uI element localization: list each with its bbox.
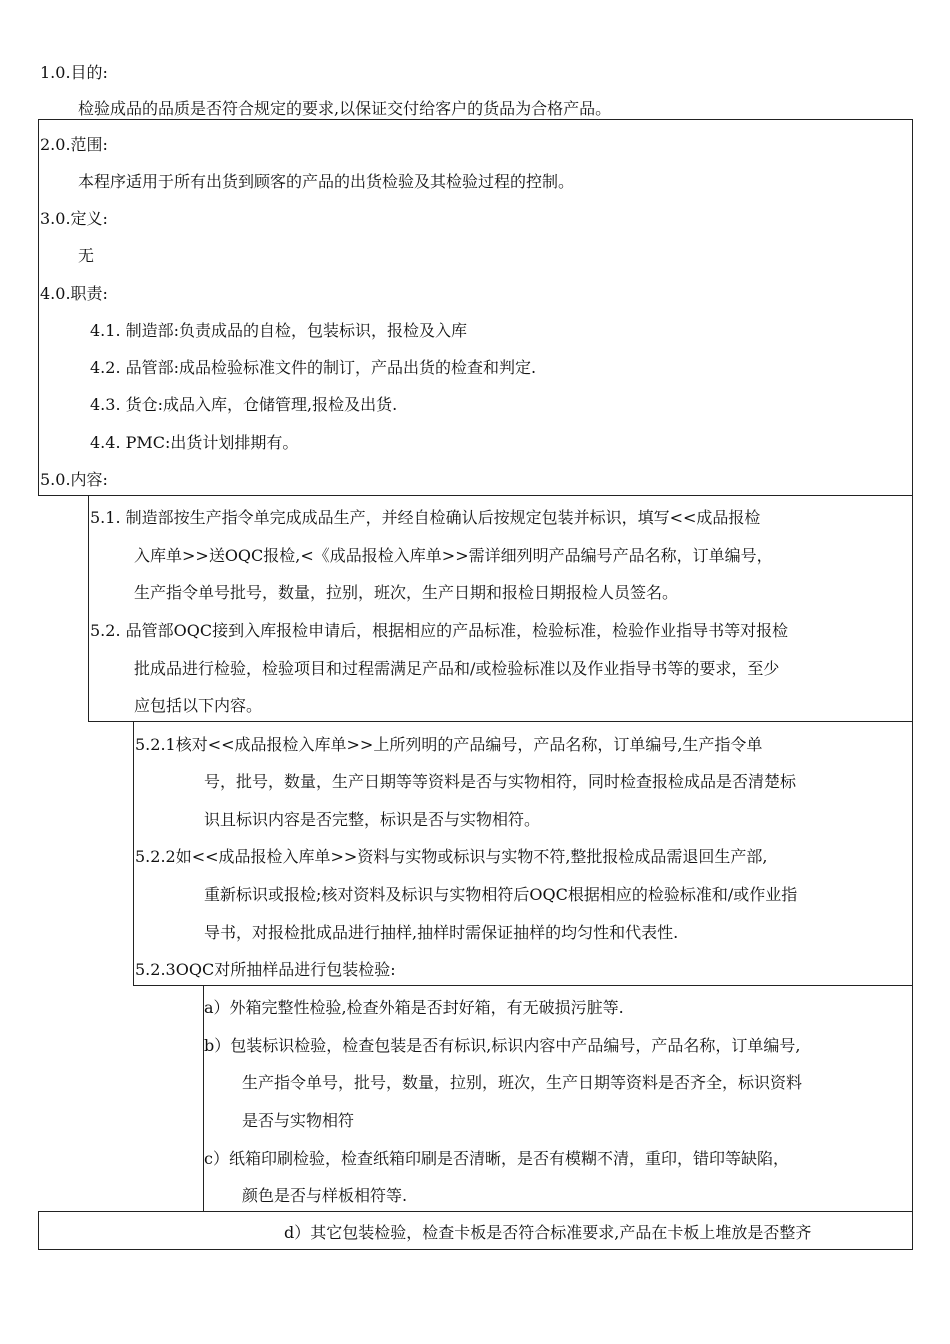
item-a: a）外箱完整性检验,检查外箱是否封好箱，有无破损污脏等. [204,998,624,1017]
frame-section-5-1-5-2 [88,495,913,722]
section-4-heading: 4.0.职责: [40,284,108,303]
responsibility-item: 4.1. 制造部:负责成品的自检，包装标识，报检及入库 [90,321,468,340]
paragraph-5-2-1-line: 号，批号，数量，生产日期等等资料是否与实物相符，同时检查报检成品是否清楚标 [204,772,797,791]
paragraph-5-2-1-line: 识且标识内容是否完整，标识是否与实物相符。 [204,810,541,829]
section-3-text: 无 [78,246,95,265]
paragraph-5-1-line: 入库单>>送OQC报检,<《成品报检入库单>>需详细列明产品编号产品名称，订单编号， [134,546,773,565]
paragraph-5-2-2-line: 导书，对报检批成品进行抽样,抽样时需保证抽样的均匀性和代表性. [204,923,679,942]
paragraph-5-2-line: 批成品进行检验，检验项目和过程需满足产品和/或检验标准以及作业指导书等的要求，至少 [134,659,780,678]
section-2-text: 本程序适用于所有出货到顾客的产品的出货检验及其检验过程的控制。 [78,172,575,191]
item-c-line: c）纸箱印刷检验，检查纸箱印刷是否清晰，是否有模糊不清，重印，错印等缺陷， [204,1149,789,1168]
item-b-line: 生产指令单号，批号，数量，拉别，班次，生产日期等资料是否齐全，标识资料 [242,1073,803,1092]
paragraph-5-2-1-line: 5.2.1核对<<成品报检入库单>>上所列明的产品编号，产品名称，订单编号,生产指令单 [135,735,763,754]
paragraph-5-1-line: 5.1. 制造部按生产指令单完成成品生产，并经自检确认后按规定包装并标识，填写<<成品报检 [90,508,761,527]
responsibility-item: 4.4. PMC:出货计划排期有。 [90,433,299,452]
paragraph-5-2-3: 5.2.3OQC对所抽样品进行包装检验: [135,960,396,979]
section-1-text: 检验成品的品质是否符合规定的要求,以保证交付给客户的货品为合格产品。 [78,99,612,118]
paragraph-5-2-line: 应包括以下内容。 [134,696,263,715]
paragraph-5-2-line: 5.2. 品管部OQC接到入库报检申请后，根据相应的产品标准，检验标准，检验作业指导书等对报检 [90,621,789,640]
item-b-line: 是否与实物相符 [242,1111,355,1130]
responsibility-item: 4.3. 货仓:成品入库，仓储管理,报检及出货. [90,395,398,414]
section-1-heading: 1.0.目的: [40,63,108,82]
paragraph-5-2-2-line: 重新标识或报检;核对资料及标识与实物相符后OQC根据相应的检验标准和/或作业指 [204,885,798,904]
section-3-heading: 3.0.定义: [40,209,108,228]
section-2-heading: 2.0.范围: [40,135,108,154]
paragraph-5-2-2-line: 5.2.2如<<成品报检入库单>>资料与实物或标识与实物不符,整批报检成品需退回生产部, [135,847,768,866]
item-c-line: 颜色是否与样板相符等. [242,1186,408,1205]
paragraph-5-1-line: 生产指令单号批号，数量，拉别，班次，生产日期和报检日期报检人员签名。 [134,583,679,602]
item-b-line: b）包装标识检验，检查包装是否有标识,标识内容中产品编号，产品名称，订单编号, [204,1036,801,1055]
frame-section-5-2-3-items [203,985,913,1212]
item-d: d）其它包装检验，检查卡板是否符合标准要求,产品在卡板上堆放是否整齐 [284,1223,812,1242]
section-5-heading: 5.0.内容: [40,470,108,489]
responsibility-item: 4.2. 品管部:成品检验标准文件的制订，产品出货的检查和判定. [90,358,537,377]
